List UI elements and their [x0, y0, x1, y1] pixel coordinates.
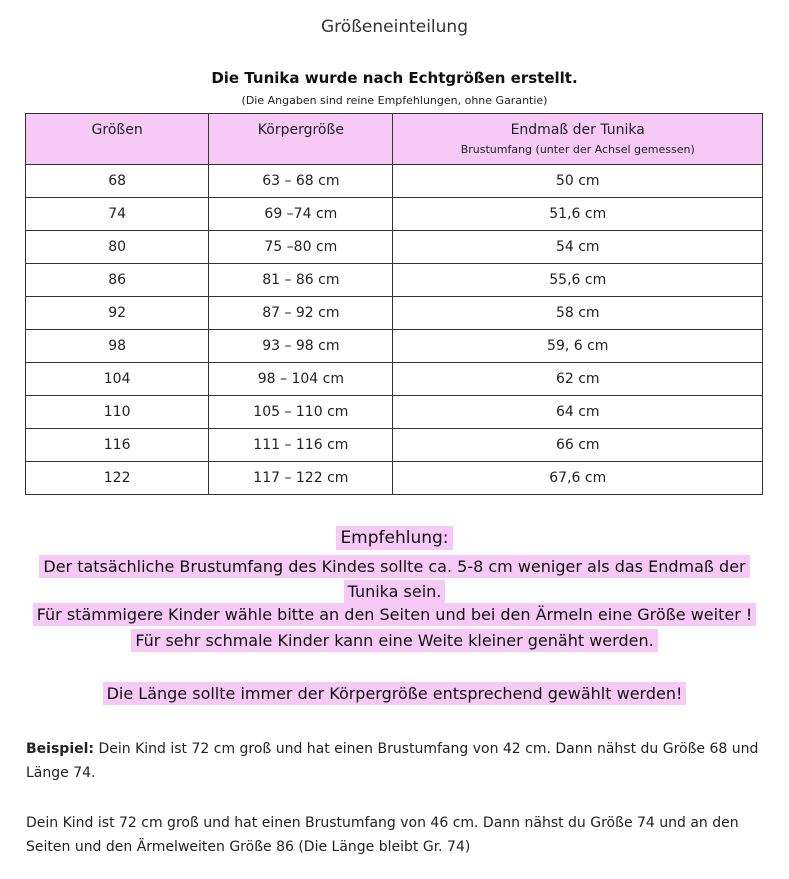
table-header-row — [26, 114, 763, 165]
cell-chest: 64 cm — [393, 396, 763, 429]
recommendation-line-4: Die Länge sollte immer der Körpergröße entsprechend gewählt werden! — [0, 684, 789, 703]
cell-body-height: 81 – 86 cm — [209, 264, 393, 297]
example-1-text: Dein Kind ist 72 cm groß und hat einen Brustumfang von 42 cm. Dann nähst du Größe 68 und Länge 74. — [26, 741, 759, 781]
table-row — [26, 363, 763, 396]
table-row — [26, 198, 763, 231]
table-row — [26, 429, 763, 462]
cell-chest: 66 cm — [393, 429, 763, 462]
cell-body-height: 75 –80 cm — [209, 231, 393, 264]
disclaimer-note: (Die Angaben sind reine Empfehlungen, ohne Garantie) — [241, 94, 548, 107]
cell-size: 86 — [26, 264, 209, 297]
table-row — [26, 297, 763, 330]
cell-size: 110 — [26, 396, 209, 429]
cell-body-height: 105 – 110 cm — [209, 396, 393, 429]
cell-size: 80 — [26, 231, 209, 264]
cell-body-height: 111 – 116 cm — [209, 429, 393, 462]
cell-chest: 59, 6 cm — [393, 330, 763, 363]
cell-size: 68 — [26, 165, 209, 198]
cell-body-height: 93 – 98 cm — [209, 330, 393, 363]
example-label: Beispiel: — [26, 741, 95, 757]
table-body — [26, 165, 763, 495]
recommendation-line-1: Der tatsächliche Brustumfang des Kindes sollte ca. 5-8 cm weniger als das Endmaß der Tunika sein. — [0, 554, 789, 604]
example-1 — [26, 737, 766, 785]
size-table — [25, 113, 763, 495]
table-row — [26, 330, 763, 363]
recommendation-line-3: Für sehr schmale Kinder kann eine Weite kleiner genäht werden. — [0, 631, 789, 650]
table-row — [26, 462, 763, 495]
page-title: Größeneinteilung — [321, 17, 468, 37]
table-row — [26, 264, 763, 297]
cell-size: 104 — [26, 363, 209, 396]
cell-chest: 58 cm — [393, 297, 763, 330]
cell-chest: 51,6 cm — [393, 198, 763, 231]
table-row — [26, 396, 763, 429]
cell-chest: 50 cm — [393, 165, 763, 198]
cell-body-height: 63 – 68 cm — [209, 165, 393, 198]
header-chest: Endmaß der Tunika Brustumfang (unter der Achsel gemessen) — [393, 114, 763, 165]
cell-body-height: 69 –74 cm — [209, 198, 393, 231]
cell-body-height: 117 – 122 cm — [209, 462, 393, 495]
example-2: Dein Kind ist 72 cm groß und hat einen Brustumfang von 46 cm. Dann nähst du Größe 74 und an den Seiten und den Ärmelweiten Größe 86 (Die Länge bleibt Gr. 74) — [26, 815, 739, 855]
cell-size: 92 — [26, 297, 209, 330]
table-row — [26, 165, 763, 198]
cell-size: 122 — [26, 462, 209, 495]
cell-chest: 54 cm — [393, 231, 763, 264]
cell-body-height: 98 – 104 cm — [209, 363, 393, 396]
cell-size: 74 — [26, 198, 209, 231]
cell-size: 116 — [26, 429, 209, 462]
header-body-height: Körpergröße — [209, 114, 393, 165]
cell-chest: 62 cm — [393, 363, 763, 396]
recommendation-title: Empfehlung: — [0, 528, 789, 548]
subtitle: Die Tunika wurde nach Echtgrößen erstellt. — [211, 69, 578, 87]
table-header — [26, 114, 763, 165]
recommendation-line-2: Für stämmigere Kinder wähle bitte an den Seiten und bei den Ärmeln eine Größe weiter ! — [0, 605, 789, 624]
cell-chest: 55,6 cm — [393, 264, 763, 297]
cell-chest: 67,6 cm — [393, 462, 763, 495]
header-size: Größen — [26, 114, 209, 165]
cell-size: 98 — [26, 330, 209, 363]
cell-body-height: 87 – 92 cm — [209, 297, 393, 330]
table-row — [26, 231, 763, 264]
header-chest-sub: Brustumfang (unter der Achsel gemessen) — [460, 143, 695, 156]
